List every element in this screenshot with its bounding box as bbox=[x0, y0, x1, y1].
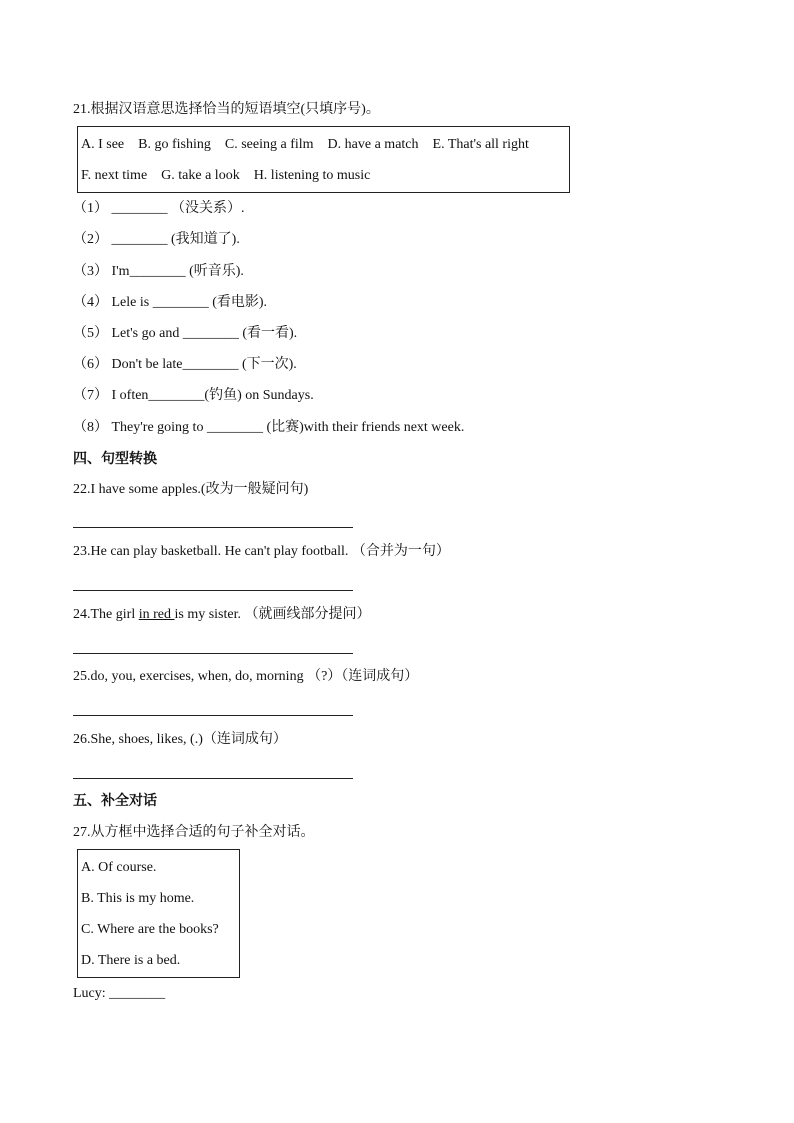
lucy-dialogue-line: Lucy: ________ bbox=[73, 986, 166, 1001]
q21-option-f: F. next time bbox=[81, 168, 148, 183]
section-5-title: 五、补全对话 bbox=[73, 793, 157, 809]
q21-option-d: D. have a match bbox=[327, 137, 419, 152]
q21-option-e: E. That's all right bbox=[432, 137, 529, 152]
q26-text: 26.She, shoes, likes, (.)（连词成句） bbox=[73, 732, 287, 747]
q21-option-a: A. I see bbox=[81, 137, 125, 152]
q25-text: 25.do, you, exercises, when, do, morning （?）（连词成句） bbox=[73, 669, 419, 684]
q25-answer-line[interactable] bbox=[73, 715, 353, 716]
q21-item-1: （1） ________ （没关系）. bbox=[73, 201, 245, 216]
q21-option-b: B. go fishing bbox=[138, 137, 211, 152]
q27-option-c: C. Where are the books? bbox=[81, 922, 219, 937]
q24-text bbox=[73, 606, 371, 624]
q21-option-g: G. take a look bbox=[161, 168, 240, 183]
q26-answer-line[interactable] bbox=[73, 778, 353, 779]
q27-text: 27.从方框中选择合适的句子补全对话。 bbox=[73, 825, 315, 840]
q24-underlined-phrase: in red bbox=[138, 607, 175, 622]
q21-item-7: （7） I often________(钓鱼) on Sundays. bbox=[73, 388, 314, 403]
q21-options-row-1 bbox=[81, 136, 529, 154]
q22-answer-line[interactable] bbox=[73, 527, 353, 528]
section-4-title: 四、句型转换 bbox=[73, 451, 157, 467]
q27-option-b: B. This is my home. bbox=[81, 891, 195, 906]
q27-options-box bbox=[77, 849, 240, 978]
q24-answer-line[interactable] bbox=[73, 653, 353, 654]
q21-option-c: C. seeing a film bbox=[224, 137, 314, 152]
q21-prompt: 21.根据汉语意思选择恰当的短语填空(只填序号)。 bbox=[73, 102, 380, 117]
q21-item-5: （5） Let's go and ________ (看一看). bbox=[73, 326, 298, 341]
q21-item-6: （6） Don't be late________ (下一次). bbox=[73, 357, 297, 372]
q21-options-box bbox=[77, 126, 570, 193]
q23-text: 23.He can play basketball. He can't play football. （合并为一句） bbox=[73, 544, 450, 559]
q21-item-4: （4） Lele is ________ (看电影). bbox=[73, 295, 268, 310]
q21-item-2: （2） ________ (我知道了). bbox=[73, 232, 240, 247]
q24-text-post: is my sister. （就画线部分提问） bbox=[174, 607, 371, 622]
q22-text: 22.I have some apples.(改为一般疑问句) bbox=[73, 482, 309, 497]
q23-answer-line[interactable] bbox=[73, 590, 353, 591]
q21-item-8: （8） They're going to ________ (比赛)with their friends next week. bbox=[73, 420, 465, 435]
q21-option-h: H. listening to music bbox=[253, 168, 371, 183]
q24-text-pre: 24.The girl bbox=[73, 607, 139, 622]
q21-options-row-2 bbox=[81, 167, 384, 185]
q27-option-a: A. Of course. bbox=[81, 860, 157, 875]
q21-item-3: （3） I'm________ (听音乐). bbox=[73, 264, 244, 279]
q27-option-d: D. There is a bed. bbox=[81, 953, 181, 968]
